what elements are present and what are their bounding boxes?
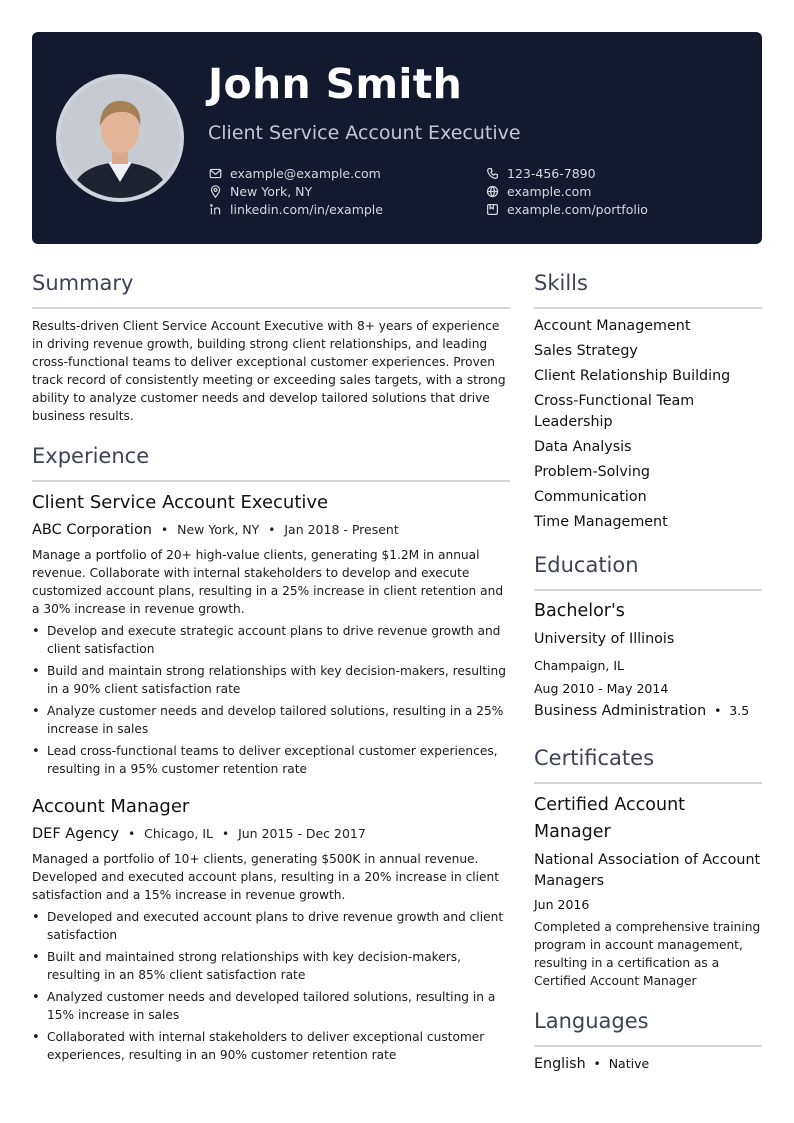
profile-photo <box>56 74 184 202</box>
education-field: Business Administration <box>534 703 707 719</box>
job-bullet: • Analyzed customer needs and developed tailored solutions, resulting in a 15% increase in sales <box>32 988 512 1024</box>
certificates-heading: Certificates <box>534 746 655 770</box>
job-description: Manage a portfolio of 20+ high-value clients, generating $1.2M in annual revenue. Collaborate with internal stakeholders to develop and execute customized account plans, resulting in a 25% increase in client retention and a 30% increase in revenue growth. <box>32 548 504 616</box>
education-school: University of Illinois <box>534 631 675 647</box>
job-bullet: • Developed and executed account plans to drive revenue growth and client satisfaction <box>32 908 512 944</box>
job-title: Account Manager <box>32 796 190 817</box>
languages-heading: Languages <box>534 1009 649 1033</box>
job-company: ABC Corporation <box>32 522 153 538</box>
summary-divider <box>32 307 510 309</box>
contact-portfolio[interactable] <box>485 202 648 217</box>
skill-item: Time Management <box>534 514 668 530</box>
linkedin-icon <box>208 203 222 217</box>
job-bullet: • Built and maintained strong relationships with key decision-makers, resulting in an 85% client satisfaction rate <box>32 948 512 984</box>
skill-item: Communication <box>534 489 647 505</box>
certificate-description: Completed a comprehensive training program in account management, resulting in a certification as a Certified Account Manager <box>534 920 761 988</box>
job-bullet: • Collaborated with internal stakeholders to deliver exceptional customer experiences, resulting in an 90% customer retention rate <box>32 1028 512 1064</box>
education-heading: Education <box>534 553 639 577</box>
certificate-name: Certified Account Manager <box>534 795 686 842</box>
separator-dot: • <box>268 523 276 537</box>
job-bullet: • Develop and execute strategic account plans to drive revenue growth and client satisfaction <box>32 622 512 658</box>
job-location: New York, NY <box>177 522 260 537</box>
job-bullets <box>32 908 512 1068</box>
job-location: Chicago, IL <box>144 826 213 841</box>
summary-text: Results-driven Client Service Account Executive with 8+ years of experience in driving revenue growth, building strong client relationships, and leading cross-functional teams to deliver exceptional customer experiences. Proven track record of consistently meeting or exceeding sales targets, with a strong ability to analyze customer needs and develop tailored solutions that drive business results. <box>32 319 506 423</box>
job-dates: Jun 2015 - Dec 2017 <box>238 826 366 841</box>
experience-divider <box>32 480 510 482</box>
skills-divider <box>534 307 762 309</box>
contact-website-text: example.com <box>507 184 592 199</box>
mail-icon <box>208 167 222 181</box>
language-row <box>534 1056 649 1072</box>
education-field-row <box>534 703 749 719</box>
map-pin-icon <box>208 185 222 199</box>
language-level: Native <box>608 1056 650 1071</box>
separator-dot: • <box>714 704 722 718</box>
education-divider <box>534 589 762 591</box>
contact-linkedin-text: linkedin.com/in/example <box>230 202 383 217</box>
candidate-name: John Smith <box>208 60 463 108</box>
education-location: Champaign, IL <box>534 658 625 673</box>
contact-location <box>208 184 312 199</box>
contact-website[interactable] <box>485 184 591 199</box>
portfolio-icon <box>485 203 499 217</box>
job-company: DEF Agency <box>32 826 120 842</box>
education-dates: Aug 2010 - May 2014 <box>534 681 669 696</box>
contact-portfolio-text: example.com/portfolio <box>507 202 648 217</box>
experience-heading: Experience <box>32 444 150 468</box>
job-bullets <box>32 622 512 782</box>
certificates-divider <box>534 782 762 784</box>
job-description: Managed a portfolio of 10+ clients, generating $500K in annual revenue. Developed and executed account plans, resulting in a 20% increase in client satisfaction and a 15% increase in revenue growth. <box>32 852 500 902</box>
skills-list <box>534 316 762 537</box>
contact-phone[interactable] <box>485 166 596 181</box>
certificate-issuer: National Association of Account Managers <box>534 852 761 889</box>
contact-linkedin[interactable] <box>208 202 383 217</box>
job-title: Client Service Account Executive <box>32 492 329 513</box>
job-bullet: • Analyze customer needs and develop tailored solutions, resulting in a 25% increase in sales <box>32 702 512 738</box>
education-degree: Bachelor's <box>534 601 625 621</box>
contact-email-text: example@example.com <box>230 166 381 181</box>
summary-heading: Summary <box>32 271 134 295</box>
job-meta <box>32 826 366 842</box>
separator-dot: • <box>128 827 136 841</box>
contact-location-text: New York, NY <box>230 184 313 199</box>
skills-heading: Skills <box>534 271 588 295</box>
resume-header <box>32 32 762 244</box>
education-gpa: 3.5 <box>729 703 750 718</box>
contact-email[interactable] <box>208 166 381 181</box>
globe-icon <box>485 185 499 199</box>
phone-icon <box>485 167 499 181</box>
skill-item: Account Management <box>534 318 691 334</box>
profile-photo-illustration <box>60 78 180 198</box>
job-dates: Jan 2018 - Present <box>284 522 399 537</box>
job-bullet: • Build and maintain strong relationships with key decision-makers, resulting in a 90% client satisfaction rate <box>32 662 512 698</box>
separator-dot: • <box>593 1057 601 1071</box>
job-bullet: • Lead cross-functional teams to deliver exceptional customer experiences, resulting in a 95% customer retention rate <box>32 742 512 778</box>
skill-item: Cross-Functional Team Leadership <box>534 393 695 430</box>
skill-item: Sales Strategy <box>534 343 638 359</box>
languages-divider <box>534 1045 762 1047</box>
skill-item: Client Relationship Building <box>534 368 731 384</box>
skill-item: Data Analysis <box>534 439 632 455</box>
skill-item: Problem-Solving <box>534 464 650 480</box>
separator-dot: • <box>222 827 230 841</box>
separator-dot: • <box>161 523 169 537</box>
language-name: English <box>534 1056 586 1072</box>
certificate-date: Jun 2016 <box>534 897 590 912</box>
contact-phone-text: 123-456-7890 <box>507 166 596 181</box>
job-meta <box>32 522 399 538</box>
candidate-title: Client Service Account Executive <box>208 122 521 144</box>
